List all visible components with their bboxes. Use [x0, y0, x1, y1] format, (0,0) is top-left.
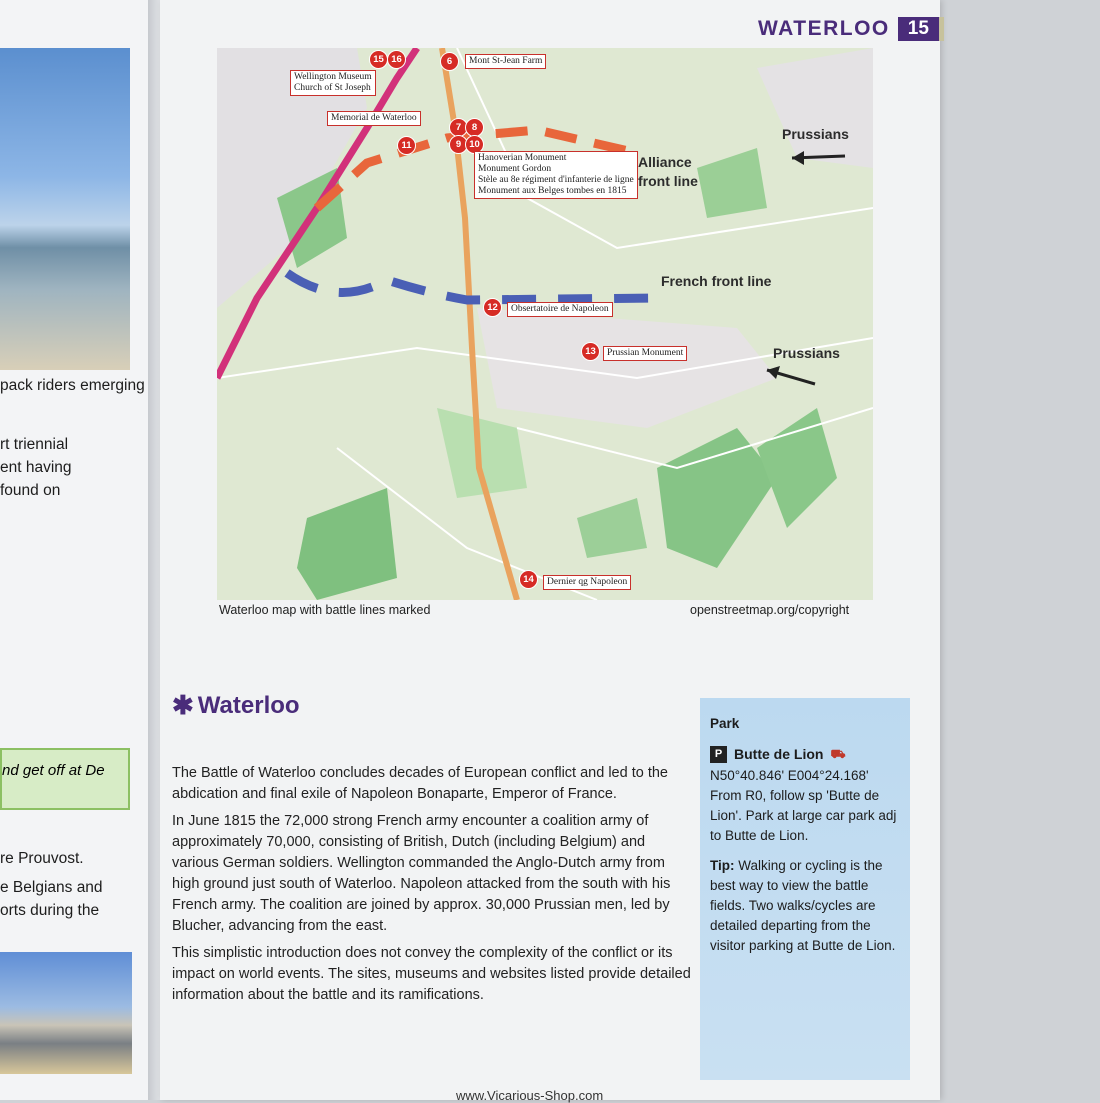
- alliance-label: front line: [638, 173, 698, 189]
- label-line: Monument aux Belges tombes en 1815: [478, 186, 627, 196]
- marker-14: 14: [519, 570, 538, 589]
- left-text-line: orts during the: [0, 902, 100, 919]
- label-memorial: Memorial de Waterloo: [327, 111, 421, 126]
- marker-15: 15: [369, 50, 388, 69]
- label-observatoire: Obsertatoire de Napoleon: [507, 302, 613, 317]
- section-title-text: Waterloo: [197, 691, 300, 719]
- chapter-title: WATERLOO: [758, 17, 890, 40]
- label-line: Monument Gordon: [478, 164, 552, 174]
- beach-photo: [0, 48, 130, 370]
- page-header: [758, 17, 944, 41]
- paragraph: In June 1815 the 72,000 strong French army encounter a coalition army of approximately 70,000, consisting of British, Dutch (including Belgium) and various German soldiers. Wellington commanded the Anglo-Dutch army from high ground just south of Waterloo. Napoleon attacked from the south with his French army. The coalition are joined by approx. 30,000 Prussian men, led by Blucher, advancing from the east.: [172, 813, 671, 934]
- woods: [757, 408, 837, 528]
- marker-9: 9: [449, 135, 468, 154]
- marker-7: 7: [449, 118, 468, 137]
- section-title: [172, 690, 300, 721]
- park-coords: N50°40.846' E004°24.168': [710, 768, 869, 783]
- woods: [297, 488, 397, 600]
- seafront-photo: [0, 952, 132, 1074]
- marker-11: 11: [397, 136, 416, 155]
- marker-8: 8: [465, 118, 484, 137]
- label-line: Church of St Joseph: [294, 83, 371, 93]
- left-text-line: ent having: [0, 459, 72, 476]
- park-sidebar: [700, 698, 910, 1080]
- park-directions: From R0, follow sp 'Butte de Lion'. Park at large car park adj to Butte de Lion.: [710, 788, 897, 843]
- french-front-line: [287, 273, 657, 300]
- paragraph: The Battle of Waterloo concludes decades of European conflict and led to the abdication and final exile of Napoleon Bonaparte, Emperor of France.: [172, 765, 668, 802]
- marker-10: 10: [465, 135, 484, 154]
- left-text-line: rt triennial: [0, 436, 69, 453]
- page-number: 15: [898, 17, 944, 41]
- tip-text: Walking or cycling is the best way to view the battle fields. Two walks/cycles are detailed departing from the visitor parking at Butte de Lion.: [710, 858, 896, 953]
- left-text-line: e Belgians and: [0, 879, 103, 896]
- body-text: [172, 763, 692, 1012]
- label-wellington-museum: [290, 70, 376, 96]
- woods: [697, 148, 767, 218]
- sidebar-heading: Park: [710, 716, 740, 731]
- prussians-label-top: Prussians: [782, 126, 849, 142]
- star-icon: ✱: [172, 690, 194, 720]
- left-text-line: re Prouvost.: [0, 850, 84, 867]
- marker-13: 13: [581, 342, 600, 361]
- left-page: [0, 0, 152, 1100]
- paragraph: This simplistic introduction does not convey the complexity of the conflict or its impact on world events. The sites, museums and websites listed provide detailed information about the battle and its ramifications.: [172, 945, 691, 1003]
- town-area: [477, 308, 777, 428]
- parking-icon: P: [710, 746, 727, 763]
- label-line: Hanoverian Monument: [478, 153, 567, 163]
- woods: [577, 498, 647, 558]
- footer-url: www.Vicarious-Shop.com: [456, 1088, 604, 1103]
- park-name: Butte de Lion: [734, 746, 824, 762]
- left-tip-box: [0, 748, 130, 810]
- alliance-label: Alliance: [638, 154, 692, 170]
- left-text-line: found on: [0, 482, 61, 499]
- right-page: [160, 0, 940, 1103]
- tip: [710, 856, 900, 956]
- town-area: [757, 48, 873, 168]
- map-graphic: [217, 48, 873, 600]
- label-hanoverian-group: [474, 151, 638, 199]
- prussians-label-bottom: Prussians: [773, 345, 840, 361]
- marker-12: 12: [483, 298, 502, 317]
- label-prussian-monument: Prussian Monument: [603, 346, 687, 361]
- marker-6: 6: [440, 52, 459, 71]
- battle-map: [217, 48, 873, 600]
- tip-label: Tip:: [710, 858, 735, 873]
- map-caption: Waterloo map with battle lines marked: [219, 603, 431, 617]
- map-copyright: openstreetmap.org/copyright: [690, 603, 850, 617]
- left-text-line: pack riders emerging: [0, 377, 145, 394]
- french-line-label: French front line: [661, 273, 772, 289]
- park-row: [710, 744, 900, 764]
- label-dernier-qg: Dernier qg Napoleon: [543, 575, 631, 590]
- campervan-icon: ⛟: [830, 747, 846, 761]
- label-line: Stèle au 8e régiment d'infanterie de ligne: [478, 175, 634, 185]
- label-line: Wellington Museum: [294, 72, 372, 82]
- label-mont-st-jean: Mont St-Jean Farm: [465, 54, 546, 69]
- left-tip-text: nd get off at De: [2, 762, 105, 779]
- marker-16: 16: [387, 50, 406, 69]
